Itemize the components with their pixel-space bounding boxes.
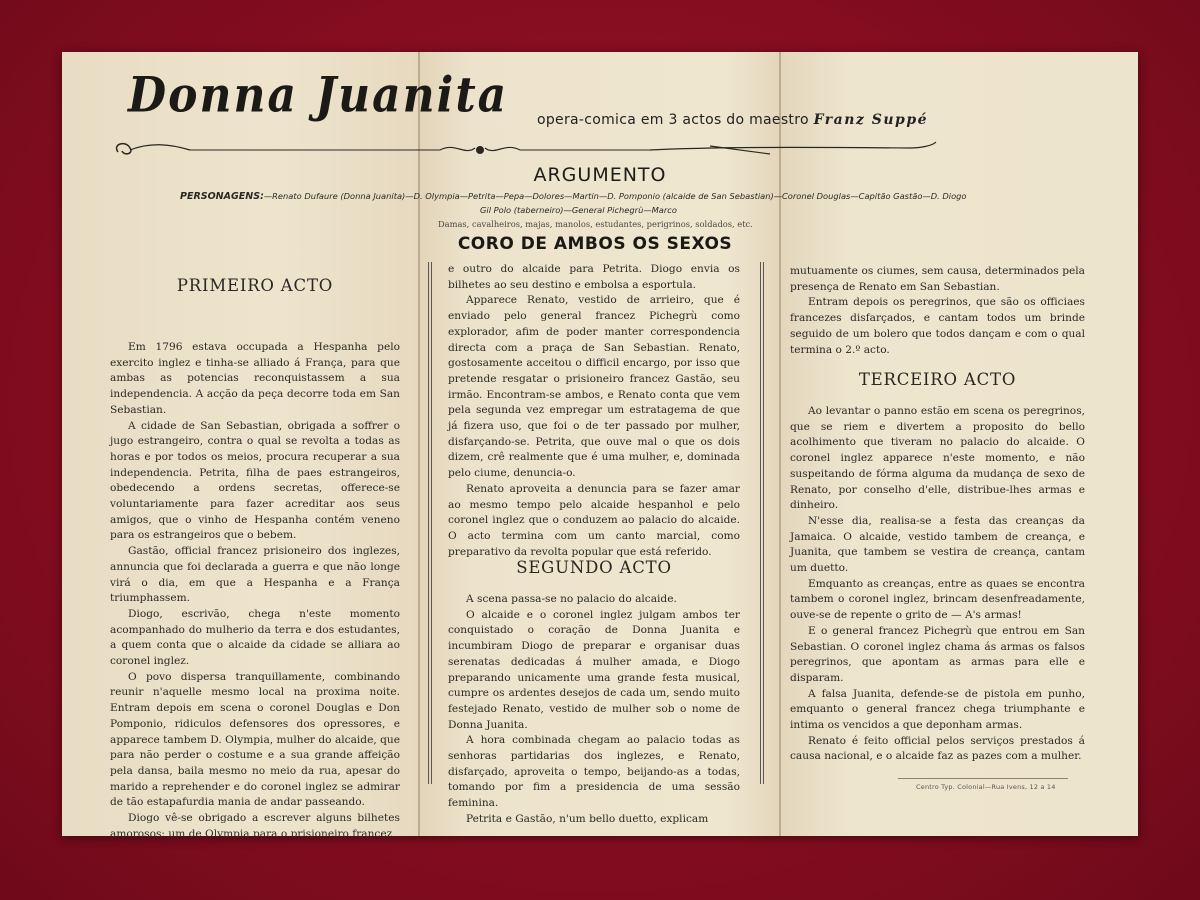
personagens-line-3: Damas, cavalheiros, majas, manolos, estudantes, perigrinos, soldados, etc. [438,219,753,229]
column-rule [428,262,429,784]
paragraph: Apparece Renato, vestido de arrieiro, que é enviado pelo general francez Pichegrù como explorador, afim de poder manter correspondencia directa com a praça de San Sebastian. Renato, gostosamente acceitou o difficil encargo, por isso que pretende resgatar o prisioneiro francez Gastão, seu irmão. Encontram-se ambos, e Renato conta que vem pela segunda vez empregar um estratagema de que já fizera uso, que foi o de ter passado por mulher, disfarçando-se. Petrita, que ouve mal o que os dois dizem, crê realmente que é uma mulher, e, dominada pelo ciume, denuncia-o. [448,294,740,480]
coro-heading: CORO DE AMBOS OS SEXOS [457,234,733,254]
personagens-label: PERSONAGENS: [180,191,264,202]
column-primeiro-acto-cont [448,262,740,560]
opera-subtitle [537,112,928,128]
personagens-line-2: Gil Polo (taberneiro)—General Pichegrù—Marco [480,205,677,215]
paragraph: Em 1796 estava occupada a Hespanha pelo exercito inglez e tinha-se alliado á França, para que ambas as potencias reconquistassem a sua independencia. A acção da peça decorre toda em San Sebastian. [110,341,400,416]
opera-title: Donna Juanita [128,67,509,124]
argumento-heading: ARGUMENTO [533,164,667,186]
fold-line-right [779,52,781,836]
paragraph: e outro do alcaide para Petrita. Diogo envia os bilhetes ao seu destino e embolsa a esportula. [448,263,740,291]
paragraph: A cidade de San Sebastian, obrigada a soffrer o jugo estrangeiro, contra o qual se revolta a todas as horas e por todos os meios, procura recuperar a sua independencia. Petrita, filha de paes estrangeiros, obedecendo a ordens secretas, offerece-se voluntariamente para fazer acreditar aos seus amigos, que o vinho de Hespanha contém veneno para os estrangeiros que o bebem. [110,419,400,542]
paragraph: O povo dispersa tranquillamente, combinando reunir n'aquelle mesmo local na proxima noite. Entram depois em scena o coronel Douglas e Don Pomponio, ridiculos defensores dos opressores, e apparece tambem D. Olympia, mulher do alcaide, que para não perder o costume e a sua grande affeição pela dansa, baila mesmo no meio da rua, apesar do marido a reprehender e do coronel inglez se admirar de tão estapafurdia mania de andar passeando. [110,670,400,809]
ornamental-rule [110,138,940,162]
paragraph: Emquanto as creanças, entre as quaes se encontra tambem o coronel inglez, brincam desenfreadamente, ouve-se de repente o grito de — A's armas! [790,577,1085,622]
act-heading-terceiro: TERCEIRO ACTO [858,370,1017,389]
paragraph: Ao levantar o panno estão em scena os peregrinos, que se riem e divertem a proposito do bello acolhimento que tiveram no palacio do alcaide. O coronel inglez apparece n'este momento, e não suspeitando de fórma alguma da mudança de sexo de Renato, por conselho d'elle, distribue-lhes armas e dinheiro. [790,405,1085,512]
paragraph: A falsa Juanita, defende-se de pistola em punho, emquanto o general francez chega triumphante e intima os vencidos a que deponham armas. [790,687,1085,732]
composer-name: Franz Suppé [813,112,929,128]
column-segundo-acto-cont [790,264,1085,358]
act-heading-segundo: SEGUNDO ACTO [516,558,672,577]
personagens-list: —Renato Dufaure (Donna Juanita)—D. Olympia—Petrita—Pepa—Dolores—Martin—D. Pomponio (alcaide de San Sebastian)—Coronel Douglas—Capitão Gastão—D. Diogo [263,191,967,201]
fold-line-left [418,52,420,836]
column-primeiro-acto [110,340,400,843]
paragraph: Gastão, official francez prisioneiro dos inglezes, annuncia que foi declarada a guerra e que não longe virá o dia, em que a Hespanha e a França triumphassem. [110,545,400,605]
column-terceiro-acto [790,404,1085,765]
paragraph: A hora combinada chegam ao palacio todas as senhoras partidarias dos inglezes, e Renato, disfarçado, aproveita o tempo, beijando-as a todas, tomando por fim a presidencia de uma sessão feminina. [448,734,740,810]
act-heading-primeiro: PRIMEIRO ACTO [176,276,334,295]
column-rule [763,262,764,784]
paragraph: A scena passa-se no palacio do alcaide. [466,593,677,605]
column-rule [760,262,761,784]
paragraph: N'esse dia, realisa-se a festa das creanças da Jamaica. O alcaide, vestido tambem de creança, e Juanita, que tambem se vestira de creança, cantam um duetto. [790,514,1085,575]
paragraph: Renato é feito official pelos serviços prestados á causa nacional, e o alcaide faz as pazes com a mulher. [790,734,1085,763]
column-segundo-acto [448,592,740,828]
paragraph: E o general francez Pichegrù que entrou em San Sebastian. O coronel inglez chama ás armas os falsos peregrinos, que apontam as armas para elle e disparam. [790,624,1085,684]
paragraph: Entram depois os peregrinos, que são os officiaes francezes disfarçados, e cantam todos um brinde seguido de um bolero que todos dançam e com o qual termina o 2.º acto. [790,296,1085,356]
paragraph: Renato aproveita a denuncia para se fazer amar ao mesmo tempo pelo alcaide hespanhol e pelo coronel inglez que o conduzem ao palacio do alcaide. O acto termina com um canto marcial, como preparativo da revolta popular que está referido. [448,482,740,558]
subtitle-text: opera-comica em 3 actos do maestro [537,112,809,128]
paragraph: Diogo, escrivão, chega n'este momento acompanhado do mulherio da terra e dos estudantes, a quem conta que o alcaide da cidade se alliara ao coronel inglez. [110,607,400,668]
imprint-rule [898,778,1068,779]
paragraph: mutuamente os ciumes, sem causa, determinados pela presença de Renato em San Sebastian. [790,265,1085,293]
paragraph: O alcaide e o coronel inglez julgam ambos ter conquistado o coração de Donna Juanita e incumbiram Diogo de preparar e organisar duas serenatas dedicadas á mulher amada, e Diogo preparando unicamente uma grande festa musical, cumpre os ardentes desejos de cada um, sendo muito festejado Renato, vestido de mulher sob o nome de Donna Juanita. [448,608,740,731]
personagens-line-1 [180,190,1020,203]
column-rule [431,262,432,784]
paragraph: Petrita e Gastão, n'um bello duetto, explicam [466,812,709,825]
printer-imprint: Centro Typ. Colonial—Rua Ivens, 12 a 14 [916,783,1056,791]
paragraph: Diogo vê-se obrigado a escrever alguns bilhetes amorosos: um de Olympia para o prisioneiro francez [110,812,400,840]
